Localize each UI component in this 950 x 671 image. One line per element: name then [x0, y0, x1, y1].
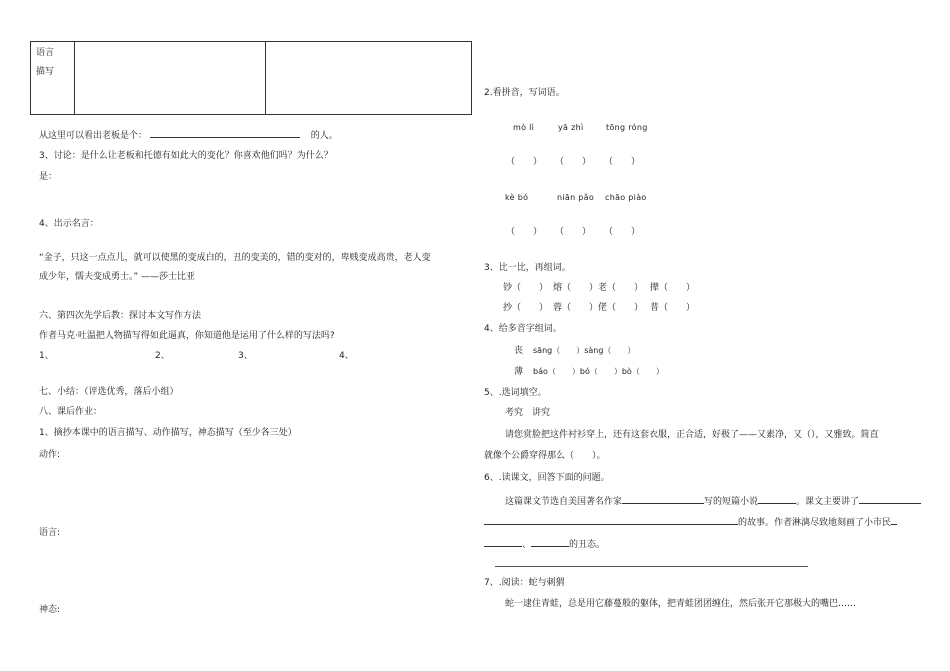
question-6-text: 的故事。作者淋漓尽致地刻画了小市民 [738, 518, 892, 528]
answer-number: 2、 [155, 351, 170, 361]
compare-item: 蓉（ ）佬（ ） [553, 303, 644, 313]
answer-number: 3、 [238, 351, 253, 361]
description-table [30, 41, 472, 115]
answer-blank[interactable] [758, 494, 796, 504]
polyphone-options: sāng（ ）sàng（ ） [533, 346, 636, 355]
divider-line [495, 566, 808, 567]
pinyin: kè bó [505, 193, 529, 202]
section-6-title: 六、第四次先学后教：探讨本文写作方法 [39, 311, 202, 321]
question-2: 2.看拼音，写词语。 [484, 88, 565, 98]
answer-blank[interactable] [150, 128, 300, 138]
question-6-text: 写的短篇小说 [704, 497, 759, 507]
fill-sentence: 请您赏脸把这件衬衫穿上，还有这套衣服，正合适，好极了——又素净，又（），又雅致。简直 [505, 430, 879, 440]
homework-action-label: 动作: [39, 450, 61, 460]
question-3-right: 3、比一比，再组词。 [484, 263, 571, 273]
answer-blank[interactable] [622, 494, 704, 504]
pinyin: tōng róng [606, 123, 648, 132]
question-4: 4、出示名言： [39, 219, 99, 229]
question-3: 3、讨论：是什么让老板和托德有如此大的变化？你喜欢他们吗？为什么？ [39, 151, 333, 161]
answer-paren[interactable]: （ ） [604, 227, 641, 237]
homework-1: 1、摘抄本课中的语言描写、动作描写，神态描写（至少各三处） [39, 428, 297, 438]
answer-blank[interactable] [891, 515, 897, 525]
question-6-text: 、 [522, 540, 532, 550]
table-divider [265, 42, 266, 114]
answer-blank[interactable] [484, 537, 522, 547]
answer-blank[interactable] [484, 515, 738, 525]
section-7: 七、小结：（评选优秀，落后小组） [39, 387, 179, 397]
answer-number: 4、 [339, 351, 354, 361]
homework-language-label: 语言: [39, 528, 61, 538]
compare-item: 撵（ ） [650, 283, 696, 293]
compare-item: 熔（ ）老（ ） [553, 283, 644, 293]
polyphone-options: báo（ ）bó（ ）bò（ ） [533, 367, 664, 376]
quote-line: “金子，只这一点点儿，就可以使黑的变成白的，丑的变美的，错的变对的，卑贱变成高贵，老人变 [39, 253, 431, 263]
polyphone-char: 薄 [514, 367, 524, 377]
question-6-line [505, 494, 921, 508]
question-6-text: 的丑态。 [569, 540, 606, 550]
pinyin: chāo piào [605, 193, 647, 202]
answer-paren[interactable]: （ ） [506, 227, 543, 237]
table-label: 语言 [36, 48, 55, 58]
compare-item: 普（ ） [650, 303, 696, 313]
question-4-right: 4、给多音字组词。 [484, 324, 562, 334]
compare-item: 钞（ ） [503, 283, 549, 293]
question-6-text: 。课文主要讲了 [796, 497, 860, 507]
boss-line-suffix: 的人。 [310, 131, 338, 141]
question-6-line [484, 515, 897, 529]
question-6: 6、.读课文，回答下面的问题。 [484, 473, 610, 483]
question-7: 7、.阅读：蛇与刺猬 [484, 578, 565, 588]
section-8: 八、课后作业： [39, 407, 103, 417]
boss-line-prefix: 从这里可以看出老板是个： [39, 131, 148, 141]
compare-item: 抄（ ） [503, 303, 549, 313]
pinyin: yā zhì [558, 123, 584, 132]
table-divider [74, 42, 75, 114]
answer-paren[interactable]: （ ） [604, 157, 641, 167]
question-6-line [484, 537, 605, 551]
question-3-answer: 是： [39, 172, 58, 182]
answer-blank[interactable] [859, 494, 921, 504]
word-options: 考究 讲究 [505, 408, 551, 418]
question-6-text: 这篇课文节选自美国著名作家 [505, 497, 623, 507]
quote-line: 成少年，懦夫变成勇士。” ——莎士比亚 [39, 272, 196, 282]
fill-sentence: 就像个公爵穿得那么（ ）。 [484, 451, 606, 461]
answer-blank[interactable] [531, 537, 569, 547]
section-6-question: 作者马克·吐温把人物描写得如此逼真，你知道他是运用了什么样的写法吗? [39, 331, 335, 341]
homework-expression-label: 神态: [39, 605, 61, 615]
table-label: 描写 [36, 67, 55, 77]
polyphone-char: 丧 [514, 346, 524, 356]
question-5: 5、.选词填空。 [484, 388, 547, 398]
reading-text: 蛇一逮住青蛙，总是用它藤蔓般的躯体，把青蛙团团缠住，然后张开它那极大的嘴巴…… [505, 599, 857, 609]
boss-line [39, 128, 338, 142]
answer-paren[interactable]: （ ） [555, 157, 592, 167]
answer-paren[interactable]: （ ） [506, 157, 543, 167]
pinyin: mò lì [513, 123, 535, 132]
answer-paren[interactable]: （ ） [555, 227, 592, 237]
answer-number: 1、 [39, 351, 54, 361]
pinyin: niān pǎo [557, 193, 595, 202]
